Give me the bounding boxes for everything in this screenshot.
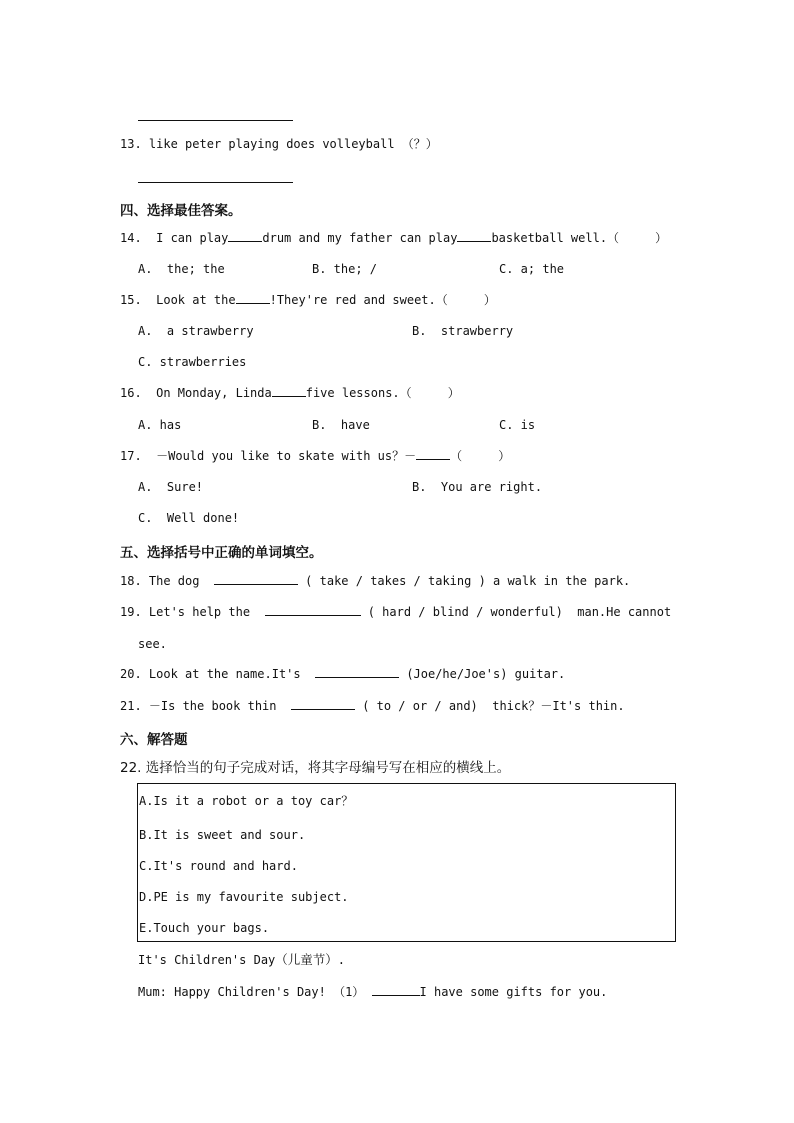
box-option-c: C.It's round and hard.: [139, 859, 298, 873]
option-a[interactable]: A. has: [138, 418, 182, 432]
speaker-line: Mum: Happy Children's Day! （1）: [138, 985, 365, 999]
blank[interactable]: [291, 698, 355, 710]
box-option-d: D.PE is my favourite subject.: [139, 890, 349, 904]
section-title-6: 六、解答题: [120, 732, 188, 748]
section-title-5: 五、选择括号中正确的单词填空。: [120, 545, 323, 561]
option-c[interactable]: C. Well done!: [138, 511, 240, 525]
question-19-continued: see.: [138, 637, 167, 651]
stem-part: 21. －Is the book thin: [120, 699, 277, 713]
blank[interactable]: [265, 604, 361, 616]
question-13: [120, 136, 438, 152]
stem-part: 20. Look at the name.It's: [120, 667, 301, 681]
question-16: [120, 385, 460, 401]
stem-part: drum and my father can play: [262, 231, 458, 245]
context-text: It's Children's Day: [138, 953, 276, 967]
option-a[interactable]: A. the; the: [138, 262, 225, 276]
box-option-b: B.It is sweet and sour.: [139, 828, 306, 842]
blank-1[interactable]: [372, 984, 420, 996]
question-20: [120, 666, 565, 682]
question-14: [120, 230, 667, 246]
section-title-4: 四、选择最佳答案。: [120, 203, 242, 219]
stem-part: （ ）: [450, 449, 511, 463]
context-end: .: [337, 953, 346, 967]
box-option-e: E.Touch your bags.: [139, 921, 270, 935]
stem-part: 16. On Monday, Linda: [120, 386, 272, 400]
stem-part: five lessons.（ ）: [305, 386, 460, 400]
stem-part: 17. －Would you like to skate with us？－: [120, 449, 417, 463]
stem-part: ( take / takes / taking ) a walk in the park.: [305, 574, 631, 588]
blank[interactable]: [236, 292, 270, 304]
option-b[interactable]: B. have: [312, 418, 370, 432]
option-b[interactable]: B. You are right.: [412, 480, 543, 494]
question-17: [120, 448, 510, 464]
blank[interactable]: [416, 448, 450, 460]
stem-part: ( to / or / and) thick？－It's thin.: [362, 699, 625, 713]
speaker-line: I have some gifts for you.: [419, 985, 608, 999]
blank[interactable]: [272, 385, 306, 397]
stem-part: (Joe/he/Joe's) guitar.: [406, 667, 566, 681]
question-15: [120, 292, 496, 308]
stem-part: basketball well.（ ）: [491, 231, 668, 245]
blank[interactable]: [228, 230, 262, 242]
answer-line-12[interactable]: [138, 120, 293, 121]
stem-part: 19. Let's help the: [120, 605, 251, 619]
stem-part: !They're red and sweet.（ ）: [269, 293, 496, 307]
question-text: like peter playing does volleyball （？）: [148, 137, 438, 151]
stem-part: ( hard / blind / wonderful) man.He cannot: [367, 605, 672, 619]
question-19: [120, 604, 671, 620]
context-note: （儿童节）: [275, 952, 338, 967]
stem-part: 15. Look at the: [120, 293, 236, 307]
option-c[interactable]: C. is: [499, 418, 536, 432]
stem-part: 14. I can play: [120, 231, 229, 245]
answer-line-13[interactable]: [138, 182, 293, 183]
option-c[interactable]: C. strawberries: [138, 355, 247, 369]
box-option-a: A.Is it a robot or a toy car？: [139, 794, 354, 808]
option-a[interactable]: A. a strawberry: [138, 324, 254, 338]
question-18: [120, 573, 630, 589]
blank[interactable]: [214, 573, 298, 585]
option-c[interactable]: C. a; the: [499, 262, 565, 276]
blank[interactable]: [457, 230, 491, 242]
stem-part: 18. The dog: [120, 574, 200, 588]
dialogue-context: [138, 952, 345, 968]
blank[interactable]: [315, 666, 399, 678]
question-number: 13.: [120, 137, 142, 151]
question-22-instruction: 22. 选择恰当的句子完成对话，将其字母编号写在相应的横线上。: [120, 760, 511, 776]
option-b[interactable]: B. strawberry: [412, 324, 514, 338]
question-21: [120, 698, 625, 714]
option-a[interactable]: A. Sure!: [138, 480, 204, 494]
option-b[interactable]: B. the; /: [312, 262, 378, 276]
dialogue-line-1: [138, 984, 607, 1000]
